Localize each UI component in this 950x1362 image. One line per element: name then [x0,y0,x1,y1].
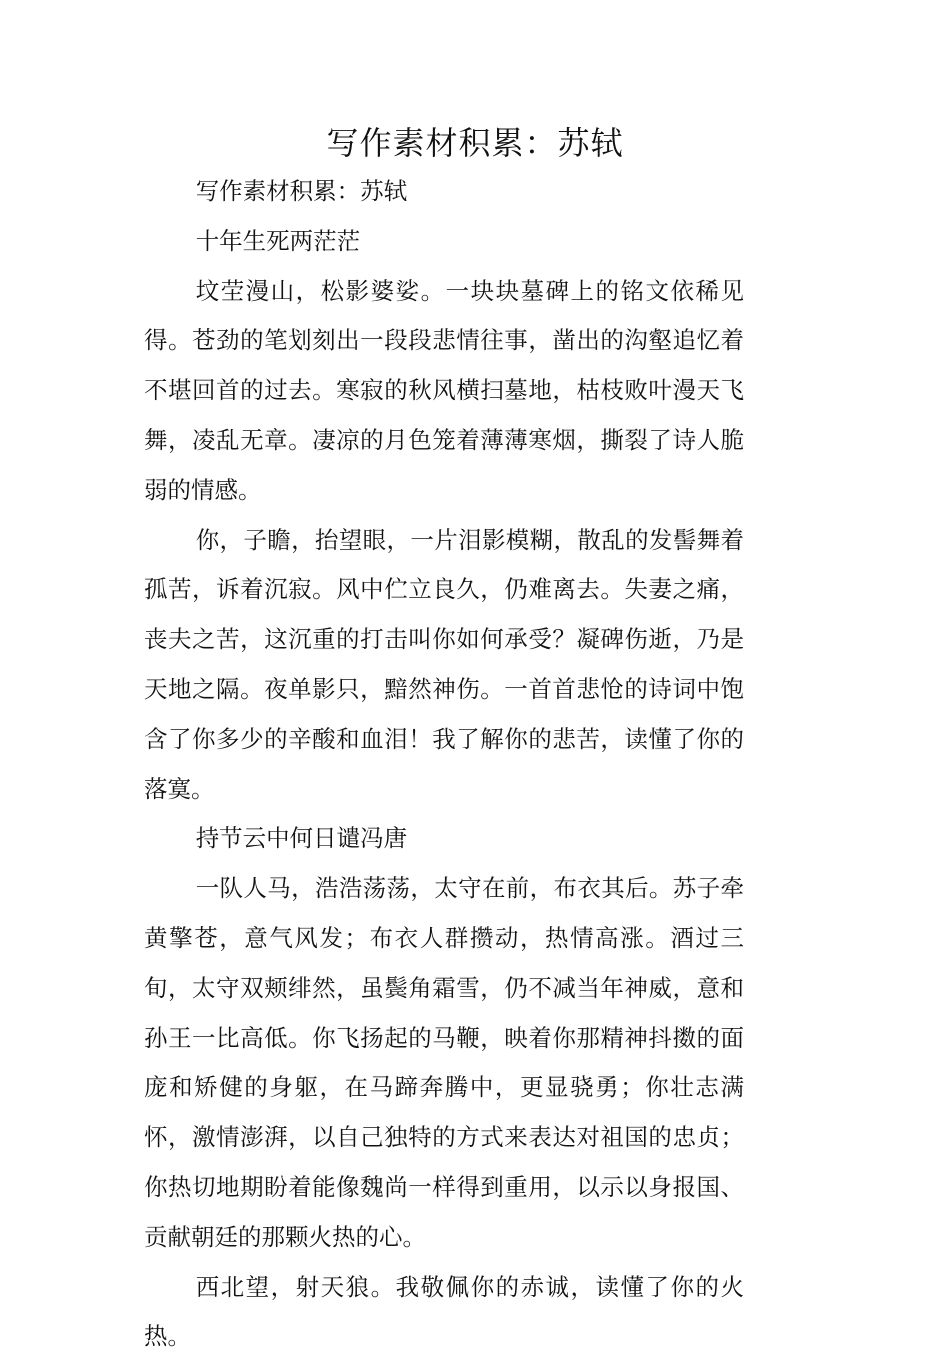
section-heading-2: 持节云中何日谴冯唐 [195,824,408,853]
paragraph-2: 你，子瞻，抬望眼，一片泪影模糊，散乱的发髻舞着孤苦，诉着沉寂。风中伫立良久，仍难离去。失妻之痛，丧夫之苦，这沉重的打击叫你如何承受？凝碑伤逝，乃是天地之隔。夜单影只，黯然神伤。一首首悲怆的诗词中饱含了你多少的辛酸和血泪！我了解你的悲苦，读懂了你的落寞。 [144,525,744,803]
paragraph-1: 坟茔漫山，松影婆娑。一块块墓碑上的铭文依稀见得。苍劲的笔划刻出一段段悲情往事，凿出的沟壑追忆着不堪回首的过去。寒寂的秋风横扫墓地，枯枝败叶漫天飞舞，凌乱无章。凄凉的月色笼着薄薄寒烟，撕裂了诗人脆弱的情感。 [144,276,744,504]
paragraph-subtitle: 写作素材积累：苏轼 [195,177,408,205]
document-title: 写作素材积累：苏轼 [326,124,624,162]
section-heading-1: 十年生死两茫茫 [195,226,361,255]
document-body [144,167,744,1362]
paragraph-3: 一队人马，浩浩荡荡，太守在前，布衣其后。苏子牵黄擎苍，意气风发；布衣人群攒动，热情高涨。酒过三旬，太守双颊绯然，虽鬓角霜雪，仍不减当年神威，意和孙王一比高低。你飞扬起的马鞭，映着你那精神抖擞的面庞和矫健的身躯，在马蹄奔腾中，更显骁勇；你壮志满怀，激情澎湃，以自己独特的方式来表达对祖国的忠贞；你热切地期盼着能像魏尚一样得到重用，以示以身报国、贡献朝廷的那颗火热的心。 [144,874,744,1251]
paragraph-4: 西北望，射天狼。我敬佩你的赤诚，读懂了你的火热。 [144,1272,744,1351]
